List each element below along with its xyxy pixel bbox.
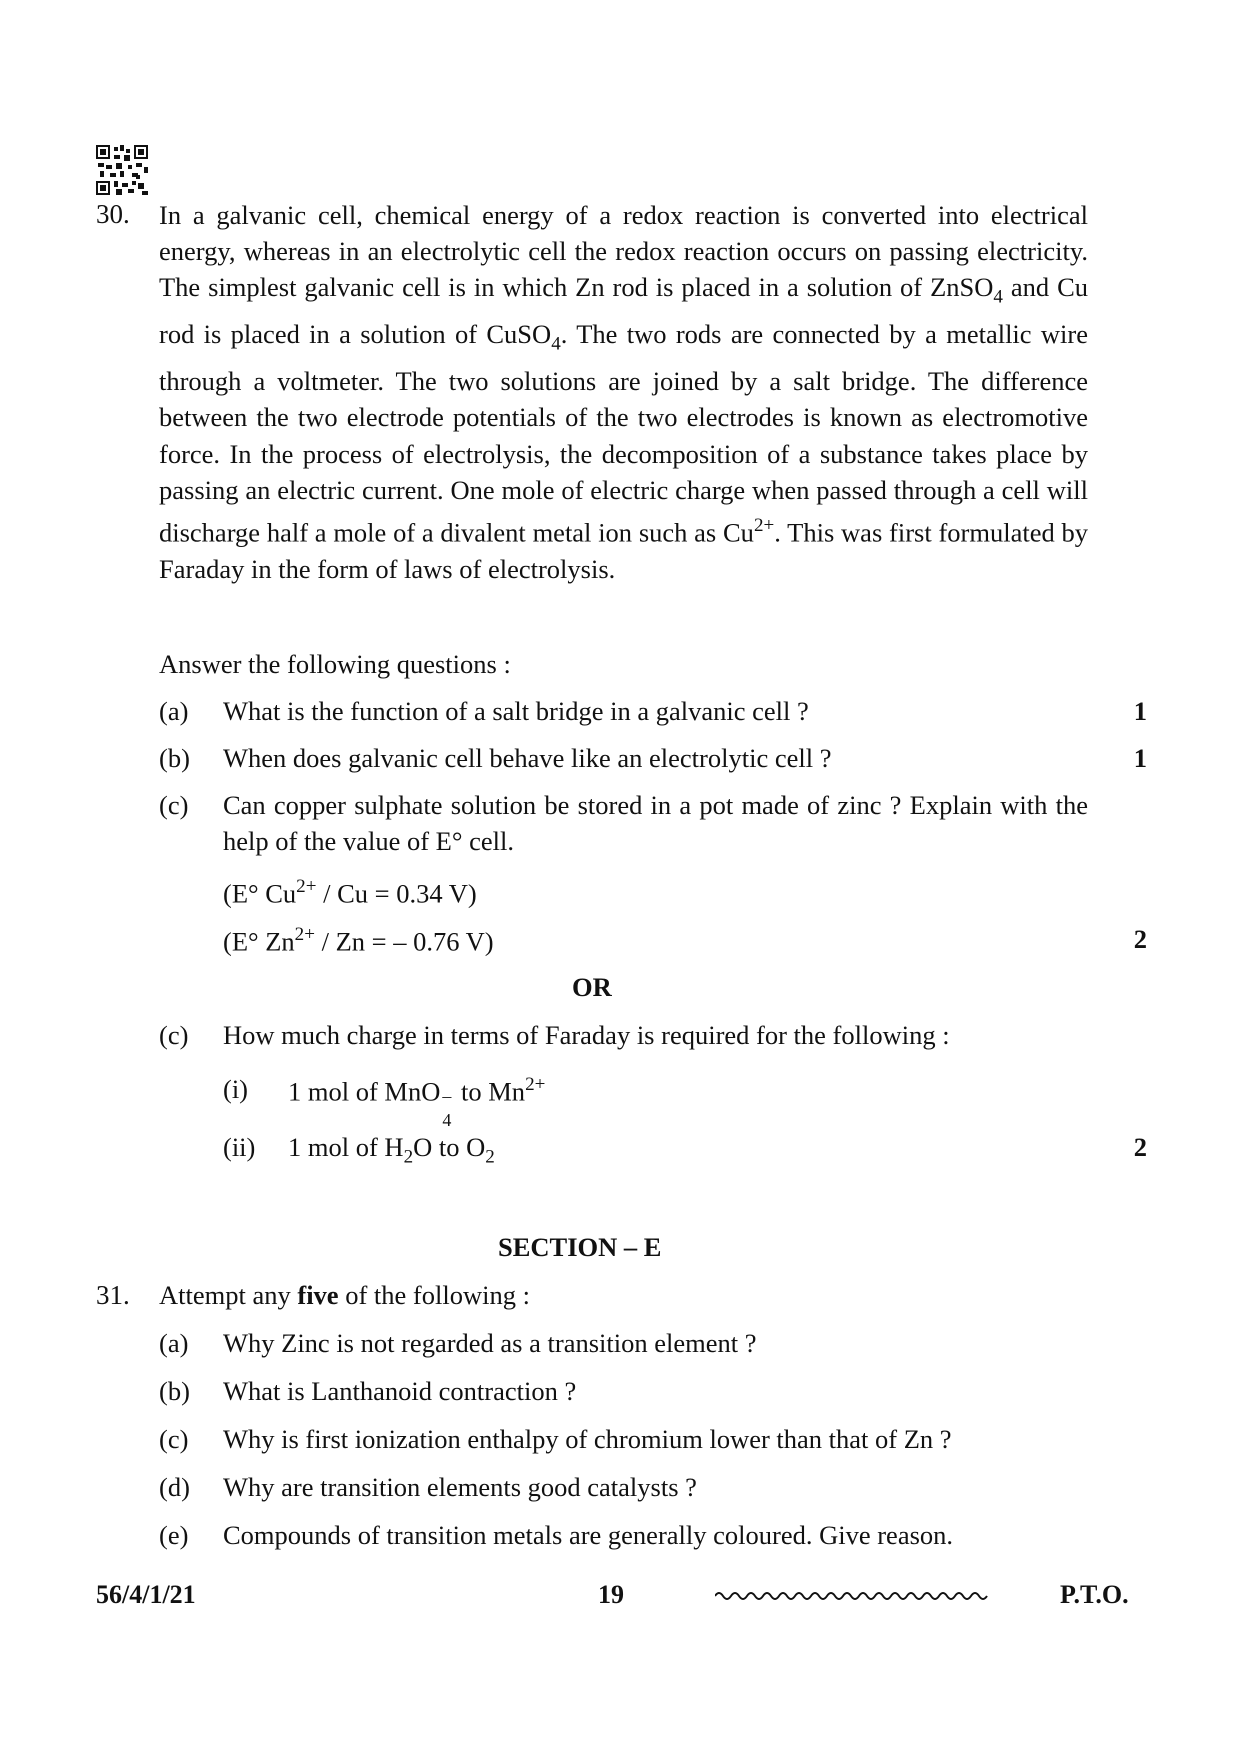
question-intro: Attempt any five of the following : xyxy=(159,1280,530,1310)
part-text: How much charge in terms of Faraday is required for the following : xyxy=(223,1020,950,1050)
part-label: (a) xyxy=(159,696,189,726)
part-text: Why Zinc is not regarded as a transition element ? xyxy=(223,1328,757,1358)
part-label: (b) xyxy=(159,743,190,773)
part-text: What is the function of a salt bridge in a galvanic cell ? xyxy=(223,696,809,726)
part-text: What is Lanthanoid contraction ? xyxy=(223,1376,577,1406)
part-text: Compounds of transition metals are generally coloured. Give reason. xyxy=(223,1520,954,1550)
part-label: (b) xyxy=(159,1376,190,1406)
part-label: (a) xyxy=(159,1328,189,1358)
subpart-text: 1 mol of MnO – 4 to $Mn^{2+}$ xyxy=(288,1074,546,1131)
marks: 2 xyxy=(1133,1132,1147,1162)
passage-30: In a galvanic cell, chemical energy of a redox reaction is converted into electrical energy, whereas in an electrolytic cell the redox reaction occurs on passing electricity. The simplest galvanic cell is in which Zn rod is placed in a solution of ZnSO$_4$ and Cu rod is placed in a solution of CuSO$_4$. The two rods are connected by a metallic wire through a voltmeter. The two solutions are joined by a salt bridge. The difference between the two electrode potentials of the two electrodes is known as electromotive force. In the process of electrolysis, the decomposition of a substance takes place by passing an electric current. One mole of electric charge when passed through a cell will discharge half a mole of a divalent metal ion such as $Cu^{2+}$. This was first formulated by Faraday in the form of laws of electrolysis. xyxy=(159,200,1088,584)
page-number: 19 xyxy=(598,1580,624,1609)
instruction: Answer the following questions : xyxy=(159,649,511,679)
part-text: Why are transition elements good catalysts ? xyxy=(223,1472,697,1502)
part-text: Can copper sulphate solution be stored in a pot made of zinc ? Explain with the help of the value of E° cell. xyxy=(223,790,1088,856)
part-label: (c) xyxy=(159,1424,189,1454)
equation-cu: (E° $Cu^{2+} / Cu = 0.34$ V) xyxy=(223,876,477,909)
paper-code: 56/4/1/21 xyxy=(96,1580,196,1609)
qr-code-icon xyxy=(96,145,148,195)
question-number-31: 31. xyxy=(96,1280,130,1310)
subpart-label: (i) xyxy=(223,1074,249,1104)
or-divider: OR xyxy=(572,972,612,1002)
subpart-label: (ii) xyxy=(223,1132,256,1162)
marks: 1 xyxy=(1133,743,1147,773)
marks: 2 xyxy=(1133,924,1147,954)
part-text: Why is first ionization enthalpy of chromium lower than that of Zn ? xyxy=(223,1424,952,1454)
pto-label: P.T.O. xyxy=(1060,1580,1129,1609)
subpart-text: 1 mol of $H_2O$ to $O_2$ xyxy=(288,1132,495,1168)
part-text: When does galvanic cell behave like an electrolytic cell ? xyxy=(223,743,832,773)
question-number-30: 30. xyxy=(96,199,130,229)
part-label: (e) xyxy=(159,1520,189,1550)
part-label: (c) xyxy=(159,1020,189,1050)
marks: 1 xyxy=(1133,696,1147,726)
part-label: (c) xyxy=(159,790,189,820)
wavy-line-icon xyxy=(715,1590,995,1602)
part-label: (d) xyxy=(159,1472,190,1502)
equation-zn: (E° $Zn^{2+}$ / Zn = – 0.76 V) xyxy=(223,924,494,957)
section-heading: SECTION – E xyxy=(498,1232,662,1262)
